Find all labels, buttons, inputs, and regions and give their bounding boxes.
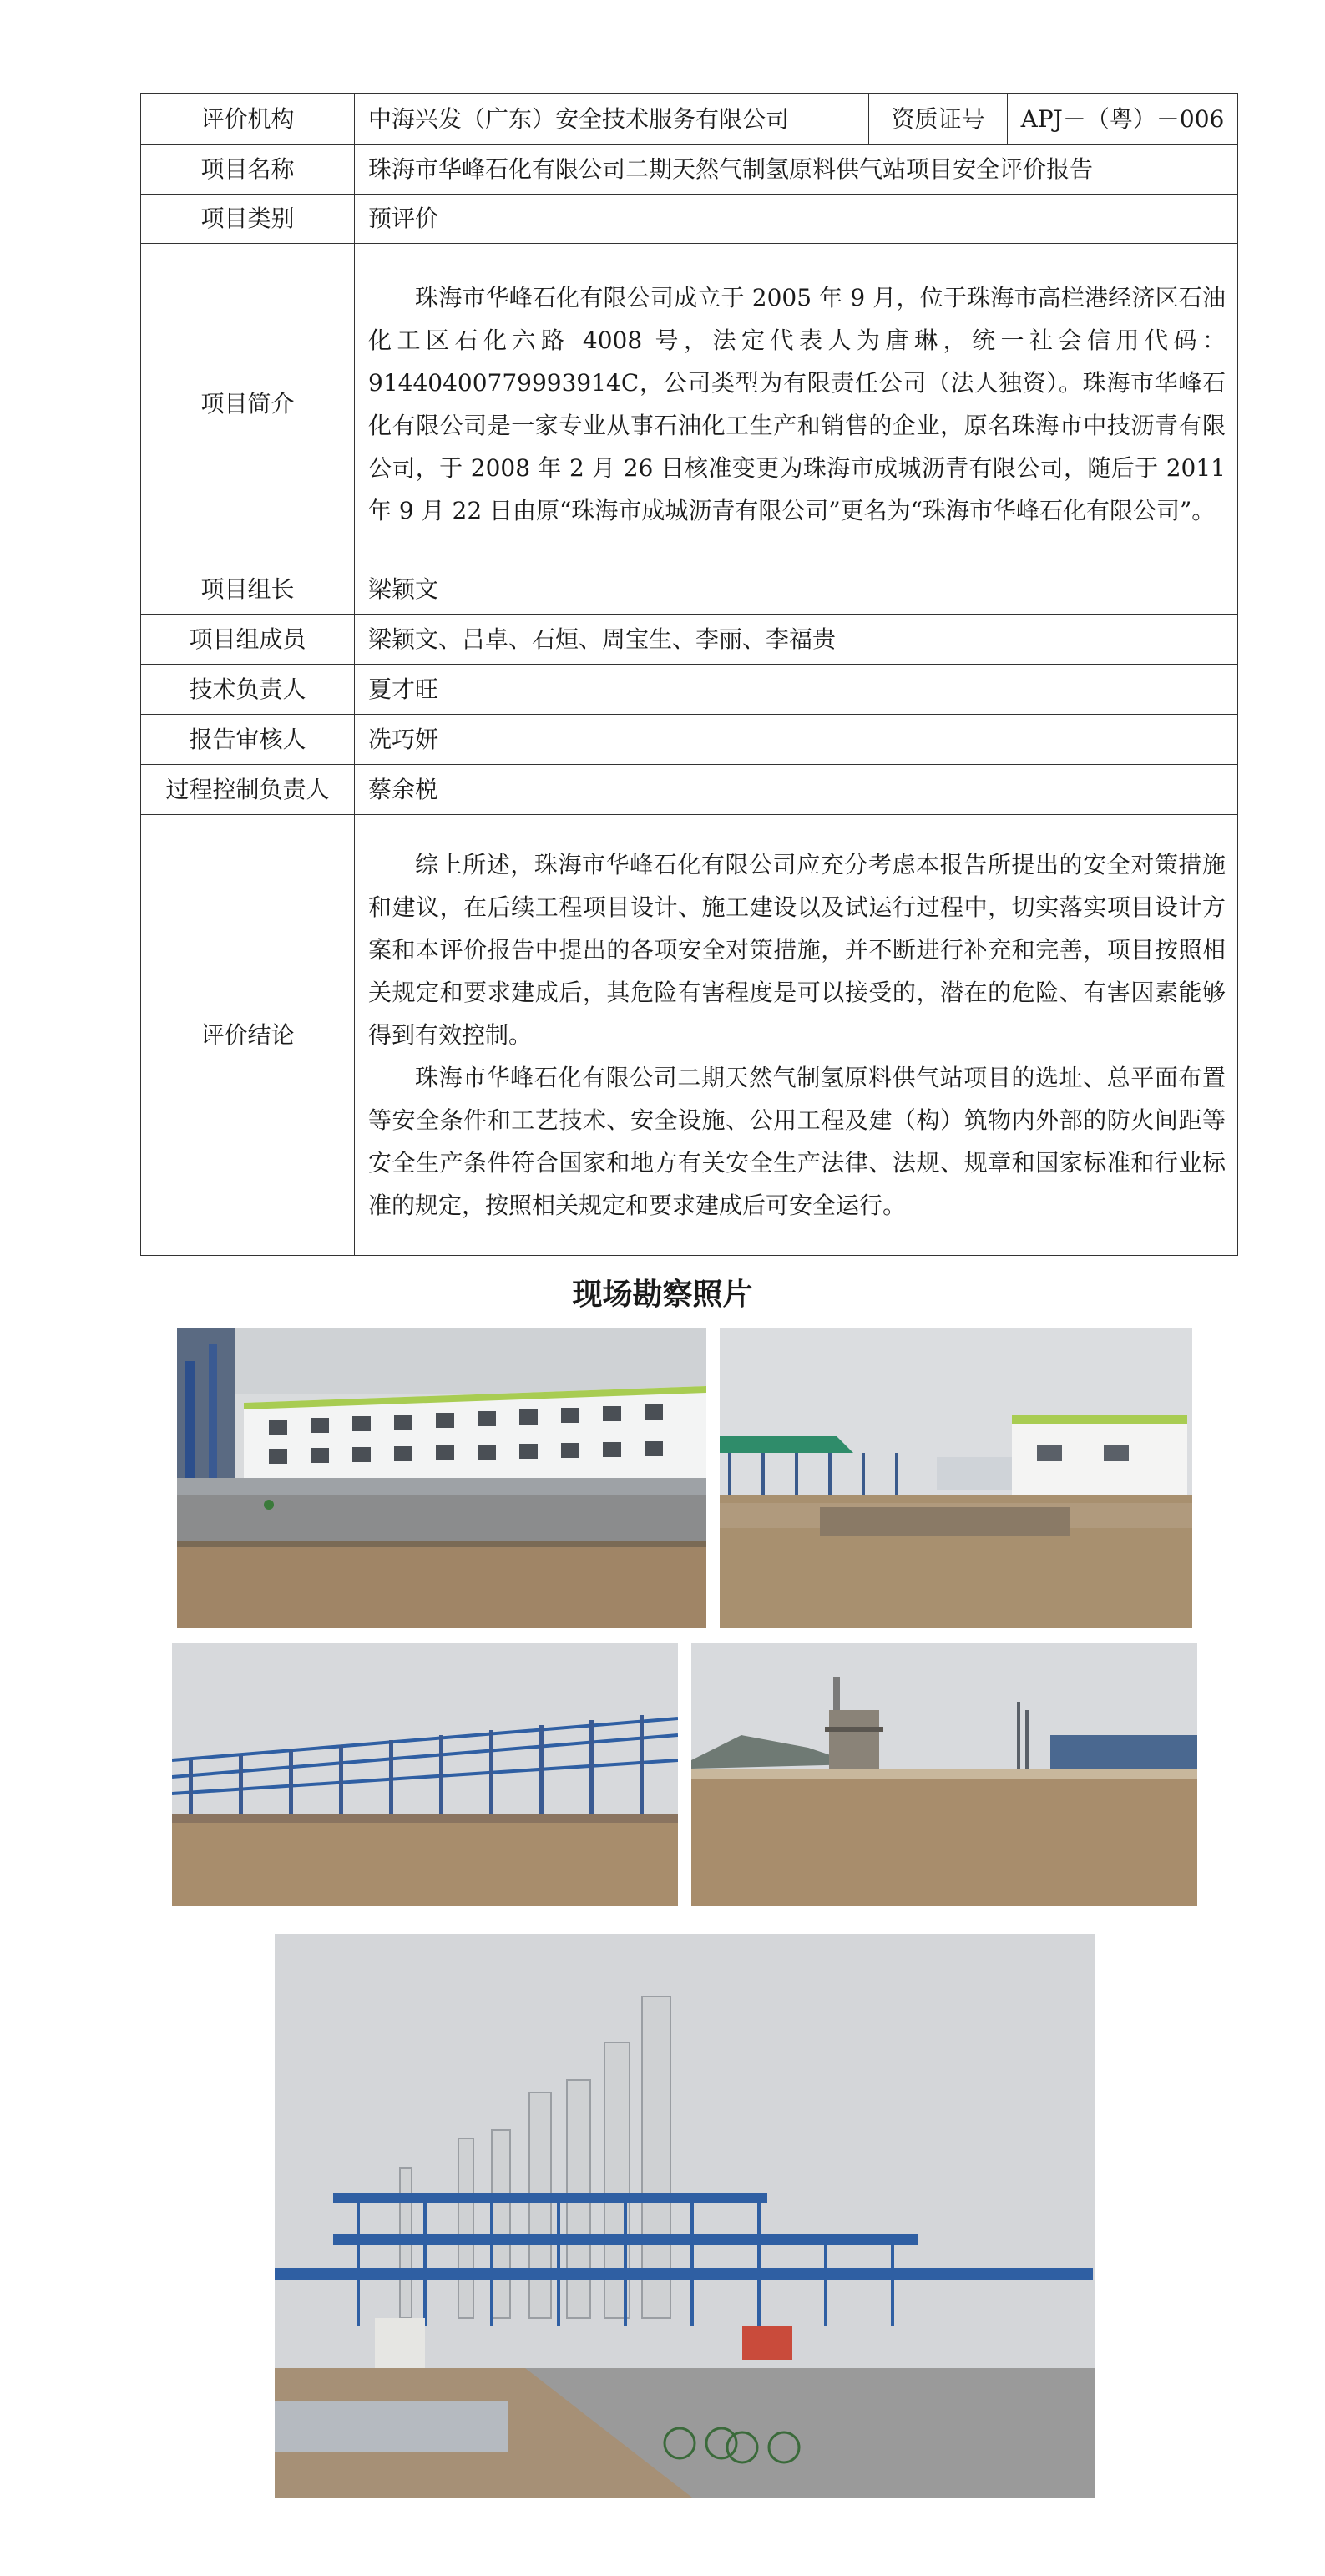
category-value: 预评价	[355, 195, 1238, 244]
site-photo-tower	[691, 1643, 1197, 1906]
conclusion-cell	[355, 815, 1238, 1256]
intro-label: 项目简介	[141, 244, 355, 564]
members-label: 项目组成员	[141, 615, 355, 665]
leader-label: 项目组长	[141, 564, 355, 615]
site-photo-pipe-rack	[172, 1643, 678, 1906]
site-photo-building	[177, 1328, 706, 1628]
cert-value: APJ－（粤）－006	[1008, 94, 1238, 145]
reviewer-value: 冼巧妍	[355, 715, 1238, 765]
tech-value: 夏才旺	[355, 665, 1238, 715]
cert-label: 资质证号	[869, 94, 1008, 145]
leader-value: 梁颖文	[355, 564, 1238, 615]
conclusion-label: 评价结论	[141, 815, 355, 1256]
process-value: 蔡余棁	[355, 765, 1238, 815]
project-name-label: 项目名称	[141, 145, 355, 195]
conclusion-paragraph-1: 综上所述，珠海市华峰石化有限公司应充分考虑本报告所提出的安全对策措施和建议，在后续工程项目设计、施工建设以及试运行过程中，切实落实项目设计方案和本评价报告中提出的各项安全对策措施，并不断进行补充和完善，项目按照相关规定和要求建成后，其危险有害程度是可以接受的，潜在的危险、有害因素能够得到有效控制。	[368, 851, 1226, 1049]
conclusion-paragraph-2: 珠海市华峰石化有限公司二期天然气制氢原料供气站项目的选址、总平面布置等安全条件和工艺技术、安全设施、公用工程及建（构）筑物内外部的防火间距等安全生产条件符合国家和地方有关安全生产法律、法规、规章和国家标准和行业标准的规定，按照相关规定和要求建成后可安全运行。	[368, 1064, 1226, 1219]
process-label: 过程控制负责人	[141, 765, 355, 815]
org-value: 中海兴发（广东）安全技术服务有限公司	[355, 94, 869, 145]
org-label: 评价机构	[141, 94, 355, 145]
project-info-table	[140, 93, 1238, 1256]
site-photo-refinery	[275, 1934, 1095, 2498]
site-photo-construction	[720, 1328, 1192, 1628]
intro-text: 珠海市华峰石化有限公司成立于 2005 年 9 月，位于珠海市高栏港经济区石油化工区石化六路 4008 号，法定代表人为唐琳，统一社会信用代码：91440400779993914C，公司类型为有限责任公司（法人独资）。珠海市华峰石化有限公司是一家专业从事石油化工生产和销售的企业，原名珠海市中技沥青有限公司，于 2008 年 2 月 26 日核准变更为珠海市成城沥青有限公司，随后于 2011 年 9 月 22 日由原“珠海市成城沥青有限公司”更名为“珠海市华峰石化有限公司”。	[368, 283, 1226, 524]
project-name-value: 珠海市华峰石化有限公司二期天然气制氢原料供气站项目安全评价报告	[355, 145, 1238, 195]
photo-section-title: 现场勘察照片	[572, 1278, 753, 1312]
intro-cell	[355, 244, 1238, 564]
members-value: 梁颖文、吕卓、石烜、周宝生、李丽、李福贵	[355, 615, 1238, 665]
reviewer-label: 报告审核人	[141, 715, 355, 765]
tech-label: 技术负责人	[141, 665, 355, 715]
category-label: 项目类别	[141, 195, 355, 244]
